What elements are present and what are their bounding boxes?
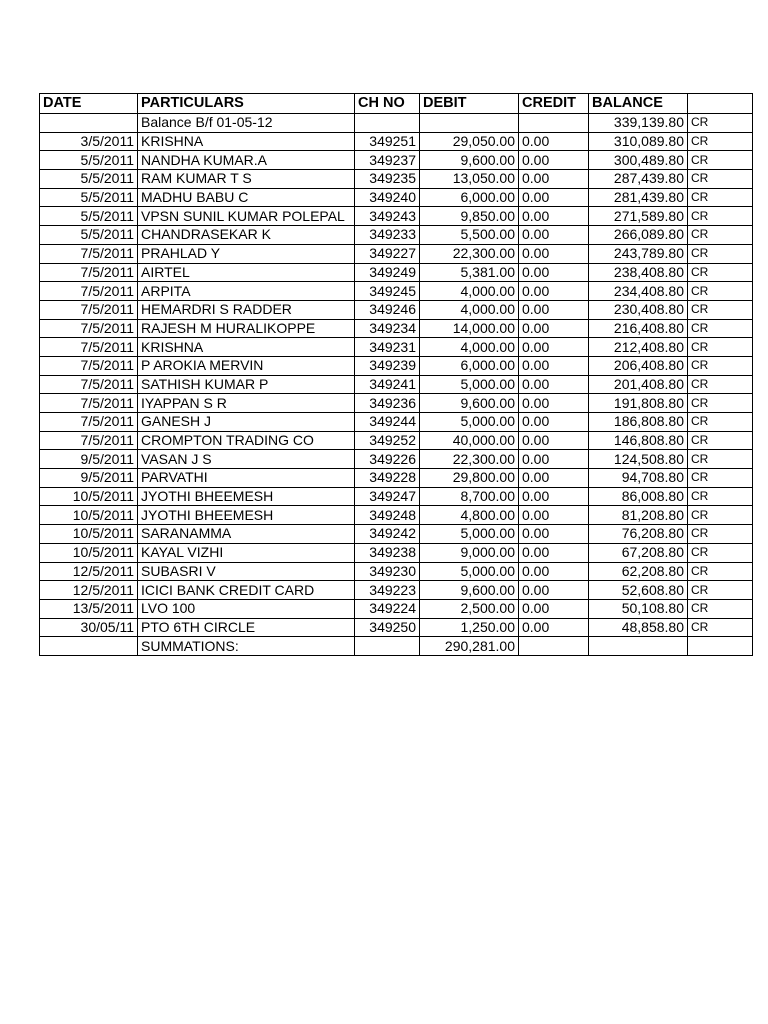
table-row <box>40 375 753 394</box>
credit-cell: 0.00 <box>519 487 589 506</box>
particulars-cell: Balance B/f 01-05-12 <box>138 114 355 133</box>
date-cell: 5/5/2011 <box>40 226 138 245</box>
balance-cell: 67,208.80 <box>589 543 688 562</box>
credit-cell: 0.00 <box>519 151 589 170</box>
date-cell: 30/05/11 <box>40 618 138 637</box>
balance-cell: 271,589.80 <box>589 207 688 226</box>
credit-cell: 0.00 <box>519 506 589 525</box>
balance-cell: 339,139.80 <box>589 114 688 133</box>
balance-cell: 52,608.80 <box>589 581 688 600</box>
credit-cell: 0.00 <box>519 431 589 450</box>
cr-flag-cell: CR <box>688 226 753 245</box>
debit-cell: 22,300.00 <box>420 450 519 469</box>
date-cell: 7/5/2011 <box>40 356 138 375</box>
particulars-cell: IYAPPAN S R <box>138 394 355 413</box>
balance-cell: 234,408.80 <box>589 282 688 301</box>
ch-no-cell: 349230 <box>355 562 420 581</box>
date-cell: 3/5/2011 <box>40 132 138 151</box>
header-flag <box>688 94 753 114</box>
debit-cell: 9,600.00 <box>420 581 519 600</box>
ch-no-cell: 349231 <box>355 338 420 357</box>
ch-no-cell: 349245 <box>355 282 420 301</box>
credit-cell: 0.00 <box>519 207 589 226</box>
header-particulars: PARTICULARS <box>138 94 355 114</box>
debit-cell: 1,250.00 <box>420 618 519 637</box>
cr-flag-cell: CR <box>688 132 753 151</box>
ch-no-cell: 349242 <box>355 525 420 544</box>
cr-flag-cell: CR <box>688 207 753 226</box>
debit-cell: 5,000.00 <box>420 375 519 394</box>
ch-no-cell: 349250 <box>355 618 420 637</box>
ch-no-cell: 349248 <box>355 506 420 525</box>
ch-no-cell: 349241 <box>355 375 420 394</box>
credit-cell: 0.00 <box>519 469 589 488</box>
balance-cell: 186,808.80 <box>589 413 688 432</box>
credit-cell: 0.00 <box>519 562 589 581</box>
debit-cell: 13,050.00 <box>420 170 519 189</box>
ch-no-cell: 349238 <box>355 543 420 562</box>
balance-cell: 216,408.80 <box>589 319 688 338</box>
date-cell: 9/5/2011 <box>40 450 138 469</box>
cr-flag-cell: CR <box>688 338 753 357</box>
table-row <box>40 450 753 469</box>
balance-cell: 50,108.80 <box>589 599 688 618</box>
ch-no-cell: 349243 <box>355 207 420 226</box>
ledger-header <box>40 94 753 114</box>
ledger-footer <box>40 637 753 656</box>
ch-no-cell: 349224 <box>355 599 420 618</box>
ch-no-cell: 349228 <box>355 469 420 488</box>
particulars-cell: SATHISH KUMAR P <box>138 375 355 394</box>
balance-cell: 62,208.80 <box>589 562 688 581</box>
debit-cell: 5,381.00 <box>420 263 519 282</box>
ch-no-cell: 349251 <box>355 132 420 151</box>
debit-total-cell: 290,281.00 <box>420 637 519 656</box>
ch-no-cell: 349235 <box>355 170 420 189</box>
balance-cell: 48,858.80 <box>589 618 688 637</box>
balance-cell: 94,708.80 <box>589 469 688 488</box>
particulars-cell: CROMPTON TRADING CO <box>138 431 355 450</box>
table-row <box>40 226 753 245</box>
ch-no-cell: 349249 <box>355 263 420 282</box>
date-cell: 7/5/2011 <box>40 319 138 338</box>
table-row <box>40 581 753 600</box>
debit-cell: 29,800.00 <box>420 469 519 488</box>
cr-flag-cell: CR <box>688 114 753 133</box>
credit-cell: 0.00 <box>519 394 589 413</box>
table-row <box>40 413 753 432</box>
credit-cell <box>519 637 589 656</box>
debit-cell: 2,500.00 <box>420 599 519 618</box>
header-debit: DEBIT <box>420 94 519 114</box>
cr-flag-cell: CR <box>688 244 753 263</box>
table-row <box>40 618 753 637</box>
date-cell <box>40 114 138 133</box>
debit-cell <box>420 114 519 133</box>
date-cell: 12/5/2011 <box>40 562 138 581</box>
particulars-cell: NANDHA KUMAR.A <box>138 151 355 170</box>
debit-cell: 5,500.00 <box>420 226 519 245</box>
date-cell: 7/5/2011 <box>40 431 138 450</box>
date-cell <box>40 637 138 656</box>
balance-cell: 243,789.80 <box>589 244 688 263</box>
particulars-cell: PARVATHI <box>138 469 355 488</box>
credit-cell: 0.00 <box>519 132 589 151</box>
cr-flag-cell <box>688 637 753 656</box>
cr-flag-cell: CR <box>688 151 753 170</box>
credit-cell: 0.00 <box>519 188 589 207</box>
table-row <box>40 338 753 357</box>
date-cell: 7/5/2011 <box>40 375 138 394</box>
credit-cell: 0.00 <box>519 599 589 618</box>
ch-no-cell: 349252 <box>355 431 420 450</box>
debit-cell: 9,600.00 <box>420 151 519 170</box>
cr-flag-cell: CR <box>688 469 753 488</box>
credit-cell: 0.00 <box>519 338 589 357</box>
summation-label: SUMMATIONS: <box>138 637 355 656</box>
cr-flag-cell: CR <box>688 319 753 338</box>
balance-cell: 146,808.80 <box>589 431 688 450</box>
debit-cell: 9,000.00 <box>420 543 519 562</box>
debit-cell: 6,000.00 <box>420 188 519 207</box>
particulars-cell: ARPITA <box>138 282 355 301</box>
credit-cell: 0.00 <box>519 525 589 544</box>
particulars-cell: SUBASRI V <box>138 562 355 581</box>
date-cell: 7/5/2011 <box>40 244 138 263</box>
particulars-cell: KAYAL VIZHI <box>138 543 355 562</box>
particulars-cell: JYOTHI BHEEMESH <box>138 506 355 525</box>
credit-cell: 0.00 <box>519 450 589 469</box>
balance-cell: 266,089.80 <box>589 226 688 245</box>
credit-cell: 0.00 <box>519 375 589 394</box>
cr-flag-cell: CR <box>688 263 753 282</box>
ledger-table <box>39 93 753 656</box>
debit-cell: 9,850.00 <box>420 207 519 226</box>
cr-flag-cell: CR <box>688 413 753 432</box>
cr-flag-cell: CR <box>688 170 753 189</box>
ch-no-cell: 349236 <box>355 394 420 413</box>
particulars-cell: PRAHLAD Y <box>138 244 355 263</box>
cr-flag-cell: CR <box>688 282 753 301</box>
balance-cell: 124,508.80 <box>589 450 688 469</box>
cr-flag-cell: CR <box>688 394 753 413</box>
balance-cell: 212,408.80 <box>589 338 688 357</box>
balance-cell: 238,408.80 <box>589 263 688 282</box>
credit-cell: 0.00 <box>519 263 589 282</box>
date-cell: 10/5/2011 <box>40 525 138 544</box>
debit-cell: 4,800.00 <box>420 506 519 525</box>
table-row <box>40 356 753 375</box>
table-row <box>40 300 753 319</box>
date-cell: 10/5/2011 <box>40 543 138 562</box>
ch-no-cell: 349240 <box>355 188 420 207</box>
particulars-cell: P AROKIA MERVIN <box>138 356 355 375</box>
date-cell: 5/5/2011 <box>40 188 138 207</box>
cr-flag-cell: CR <box>688 356 753 375</box>
particulars-cell: RAM KUMAR T S <box>138 170 355 189</box>
debit-cell: 5,000.00 <box>420 413 519 432</box>
date-cell: 13/5/2011 <box>40 599 138 618</box>
table-row <box>40 170 753 189</box>
balance-cell: 201,408.80 <box>589 375 688 394</box>
cr-flag-cell: CR <box>688 581 753 600</box>
date-cell: 7/5/2011 <box>40 338 138 357</box>
table-row <box>40 562 753 581</box>
header-row <box>40 94 753 114</box>
credit-cell: 0.00 <box>519 319 589 338</box>
particulars-cell: LVO 100 <box>138 599 355 618</box>
credit-cell: 0.00 <box>519 300 589 319</box>
table-row <box>40 487 753 506</box>
date-cell: 12/5/2011 <box>40 581 138 600</box>
particulars-cell: VASAN J S <box>138 450 355 469</box>
cr-flag-cell: CR <box>688 300 753 319</box>
particulars-cell: HEMARDRI S RADDER <box>138 300 355 319</box>
table-row <box>40 394 753 413</box>
date-cell: 5/5/2011 <box>40 207 138 226</box>
balance-cell: 81,208.80 <box>589 506 688 525</box>
credit-cell: 0.00 <box>519 618 589 637</box>
ch-no-cell <box>355 114 420 133</box>
debit-cell: 4,000.00 <box>420 282 519 301</box>
date-cell: 7/5/2011 <box>40 282 138 301</box>
particulars-cell: AIRTEL <box>138 263 355 282</box>
table-row <box>40 319 753 338</box>
ch-no-cell: 349226 <box>355 450 420 469</box>
particulars-cell: PTO 6TH CIRCLE <box>138 618 355 637</box>
particulars-cell: VPSN SUNIL KUMAR POLEPAL <box>138 207 355 226</box>
credit-cell: 0.00 <box>519 356 589 375</box>
debit-cell: 5,000.00 <box>420 525 519 544</box>
ledger-body <box>40 114 753 637</box>
credit-cell: 0.00 <box>519 282 589 301</box>
debit-cell: 40,000.00 <box>420 431 519 450</box>
balance-cell: 86,008.80 <box>589 487 688 506</box>
credit-cell <box>519 114 589 133</box>
debit-cell: 8,700.00 <box>420 487 519 506</box>
particulars-cell: KRISHNA <box>138 338 355 357</box>
table-row <box>40 543 753 562</box>
cr-flag-cell: CR <box>688 450 753 469</box>
debit-cell: 4,000.00 <box>420 338 519 357</box>
date-cell: 5/5/2011 <box>40 151 138 170</box>
ch-no-cell <box>355 637 420 656</box>
cr-flag-cell: CR <box>688 618 753 637</box>
cr-flag-cell: CR <box>688 188 753 207</box>
cr-flag-cell: CR <box>688 562 753 581</box>
credit-cell: 0.00 <box>519 581 589 600</box>
ch-no-cell: 349246 <box>355 300 420 319</box>
cr-flag-cell: CR <box>688 543 753 562</box>
credit-cell: 0.00 <box>519 226 589 245</box>
credit-cell: 0.00 <box>519 170 589 189</box>
particulars-cell: GANESH J <box>138 413 355 432</box>
date-cell: 10/5/2011 <box>40 487 138 506</box>
table-row <box>40 431 753 450</box>
credit-cell: 0.00 <box>519 543 589 562</box>
table-row <box>40 506 753 525</box>
header-date: DATE <box>40 94 138 114</box>
ch-no-cell: 349223 <box>355 581 420 600</box>
cr-flag-cell: CR <box>688 375 753 394</box>
date-cell: 5/5/2011 <box>40 170 138 189</box>
date-cell: 10/5/2011 <box>40 506 138 525</box>
table-row <box>40 525 753 544</box>
date-cell: 9/5/2011 <box>40 469 138 488</box>
debit-cell: 14,000.00 <box>420 319 519 338</box>
cr-flag-cell: CR <box>688 487 753 506</box>
credit-cell: 0.00 <box>519 244 589 263</box>
date-cell: 7/5/2011 <box>40 394 138 413</box>
particulars-cell: MADHU BABU C <box>138 188 355 207</box>
date-cell: 7/5/2011 <box>40 413 138 432</box>
cr-flag-cell: CR <box>688 431 753 450</box>
opening-balance-row <box>40 114 753 133</box>
ch-no-cell: 349234 <box>355 319 420 338</box>
debit-cell: 22,300.00 <box>420 244 519 263</box>
header-ch-no: CH NO <box>355 94 420 114</box>
credit-cell: 0.00 <box>519 413 589 432</box>
table-row <box>40 151 753 170</box>
balance-cell: 310,089.80 <box>589 132 688 151</box>
table-row <box>40 207 753 226</box>
cr-flag-cell: CR <box>688 525 753 544</box>
table-row <box>40 469 753 488</box>
balance-cell: 300,489.80 <box>589 151 688 170</box>
debit-cell: 4,000.00 <box>420 300 519 319</box>
header-credit: CREDIT <box>519 94 589 114</box>
cr-flag-cell: CR <box>688 599 753 618</box>
ch-no-cell: 349239 <box>355 356 420 375</box>
particulars-cell: RAJESH M HURALIKOPPE <box>138 319 355 338</box>
balance-cell: 281,439.80 <box>589 188 688 207</box>
ch-no-cell: 349237 <box>355 151 420 170</box>
table-row <box>40 132 753 151</box>
table-row <box>40 599 753 618</box>
debit-cell: 5,000.00 <box>420 562 519 581</box>
table-row <box>40 263 753 282</box>
debit-cell: 6,000.00 <box>420 356 519 375</box>
particulars-cell: JYOTHI BHEEMESH <box>138 487 355 506</box>
balance-cell: 287,439.80 <box>589 170 688 189</box>
cr-flag-cell: CR <box>688 506 753 525</box>
date-cell: 7/5/2011 <box>40 263 138 282</box>
ch-no-cell: 349244 <box>355 413 420 432</box>
particulars-cell: SARANAMMA <box>138 525 355 544</box>
summation-row <box>40 637 753 656</box>
balance-cell <box>589 637 688 656</box>
ch-no-cell: 349227 <box>355 244 420 263</box>
debit-cell: 9,600.00 <box>420 394 519 413</box>
particulars-cell: CHANDRASEKAR K <box>138 226 355 245</box>
particulars-cell: KRISHNA <box>138 132 355 151</box>
balance-cell: 206,408.80 <box>589 356 688 375</box>
balance-cell: 191,808.80 <box>589 394 688 413</box>
header-balance: BALANCE <box>589 94 688 114</box>
table-row <box>40 244 753 263</box>
ch-no-cell: 349233 <box>355 226 420 245</box>
balance-cell: 230,408.80 <box>589 300 688 319</box>
date-cell: 7/5/2011 <box>40 300 138 319</box>
table-row <box>40 282 753 301</box>
balance-cell: 76,208.80 <box>589 525 688 544</box>
debit-cell: 29,050.00 <box>420 132 519 151</box>
table-row <box>40 188 753 207</box>
particulars-cell: ICICI BANK CREDIT CARD <box>138 581 355 600</box>
ch-no-cell: 349247 <box>355 487 420 506</box>
